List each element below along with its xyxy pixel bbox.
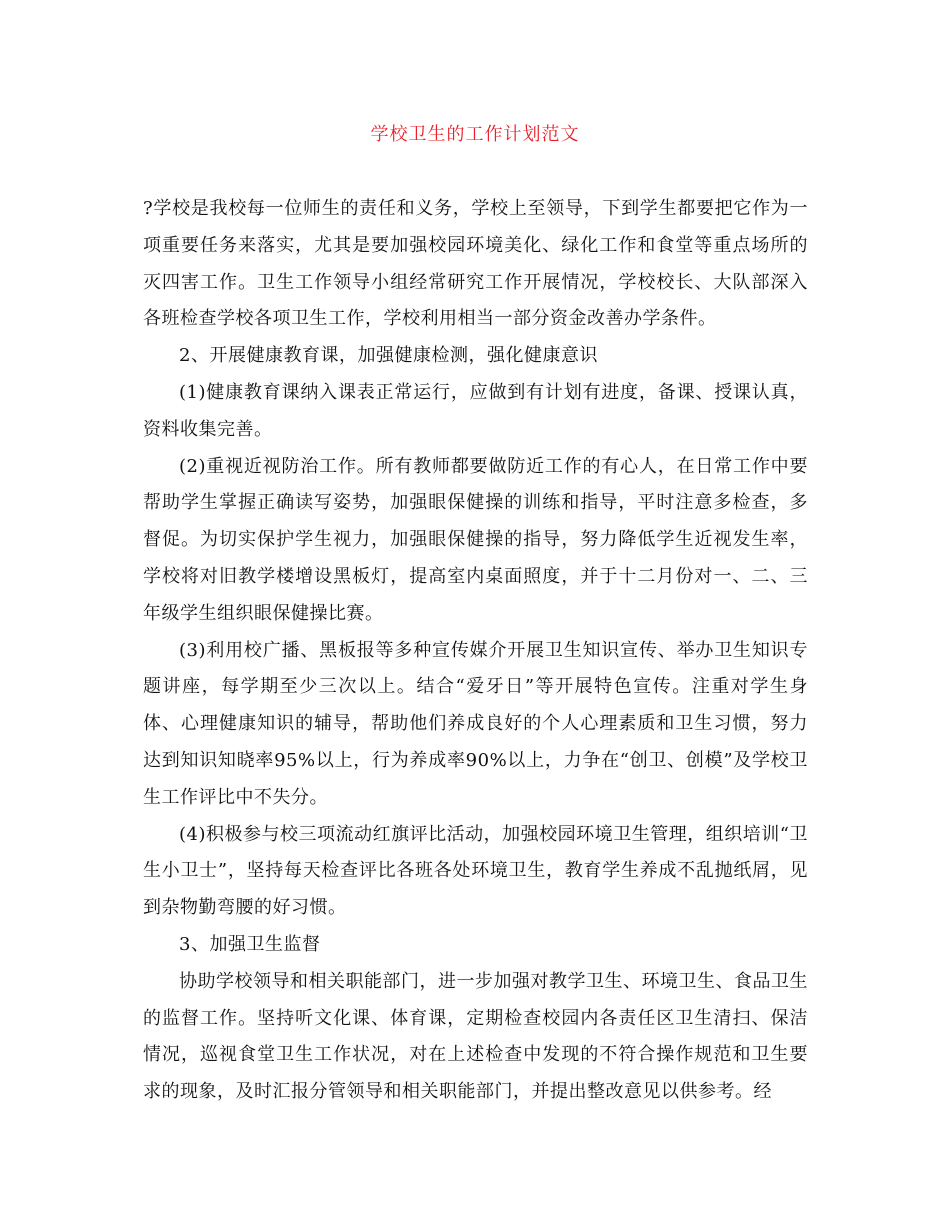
section-heading-supervision: 3、加强卫生监督 <box>179 933 321 955</box>
paragraph-intro: ?学校是我校每一位师生的责任和义务，学校上至领导，下到学生都要把它作为一项重要任务来落实，尤其是要加强校园环境美化、绿化工作和食堂等重点场所的灭四害工作。卫生工作领导小组经常研究工作开展情况，学校校长、大队部深入各班检查学校各项卫生工作，学校利用相当一部分资金改善办学条件。 <box>143 198 808 330</box>
section-heading-health-education: 2、开展健康教育课，加强健康检测，强化健康意识 <box>179 345 598 367</box>
document-title: 学校卫生的工作计划范文 <box>370 124 580 145</box>
paragraph-supervision: 协助学校领导和相关职能部门，进一步加强对教学卫生、环境卫生、食品卫生的监督工作。坚持听文化课、体育课，定期检查校园内各责任区卫生清扫、保洁情况，巡视食堂卫生工作状况，对在上述检查中发现的不符合操作规范和卫生要求的现象，及时汇报分管领导和相关职能部门，并提出整改意见以供参考。经 <box>143 970 808 1103</box>
document-body <box>143 191 808 1111</box>
paragraph-item-2: (2)重视近视防治工作。所有教师都要做防近工作的有心人，在日常工作中要帮助学生掌握正确读写姿势，加强眼保健操的训练和指导，平时注意多检查，多督促。为切实保护学生视力，加强眼保健操的指导，努力降低学生近视发生率，学校将对旧教学楼增设黑板灯，提高室内桌面照度，并于十二月份对一、二、三年级学生组织眼保健操比赛。 <box>143 455 808 624</box>
paragraph-item-1: (1)健康教育课纳入课表正常运行，应做到有计划有进度，备课、授课认真，资料收集完善。 <box>143 381 808 440</box>
paragraph-item-3: (3)利用校广播、黑板报等多种宣传媒介开展卫生知识宣传、举办卫生知识专题讲座，每学期至少三次以上。结合“爱牙日”等开展特色宣传。注重对学生身体、心理健康知识的辅导，帮助他们养成良好的个人心理素质和卫生习惯，努力达到知识知晓率95%以上，行为养成率90%以上，力争在“创卫、创模”及学校卫生工作评比中不失分。 <box>143 639 808 808</box>
paragraph-item-4: (4)积极参与校三项流动红旗评比活动，加强校园环境卫生管理，组织培训“卫生小卫士”，坚持每天检查评比各班各处环境卫生，教育学生养成不乱抛纸屑，见到杂物勤弯腰的好习惯。 <box>143 823 808 919</box>
